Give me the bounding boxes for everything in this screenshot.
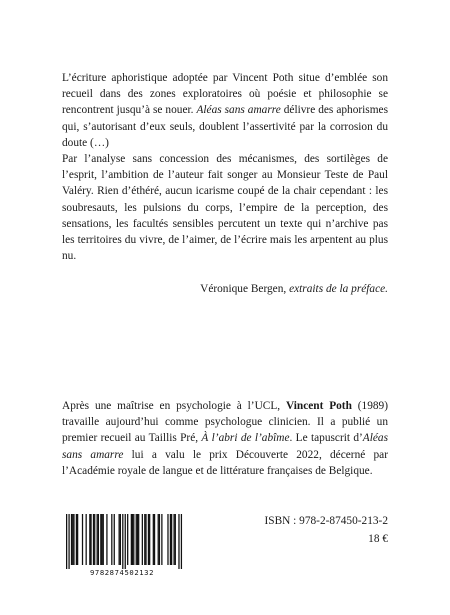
barcode-bar — [167, 514, 168, 565]
barcode-bar — [71, 514, 72, 565]
barcode-graphic — [60, 513, 184, 577]
barcode-bar — [138, 514, 139, 565]
barcode-bar — [175, 514, 176, 565]
barcode-bar — [120, 514, 121, 565]
barcode-bar — [125, 514, 126, 569]
barcode-bar — [145, 514, 146, 565]
barcode-bars — [66, 514, 182, 569]
barcode-bar — [149, 514, 150, 565]
barcode-bar — [161, 514, 162, 565]
barcode-bar — [90, 514, 91, 565]
preface-paragraph-1 — [62, 70, 388, 151]
book-title: Aléas sans amarre — [196, 104, 281, 117]
signature-source: extraits de la préface. — [289, 283, 388, 295]
barcode-bar — [101, 514, 102, 565]
barcode-bar — [89, 514, 90, 565]
barcode-bar — [106, 514, 107, 565]
barcode-bar — [86, 514, 87, 565]
barcode-bar — [119, 514, 120, 565]
preface-signature — [62, 281, 388, 297]
barcode-bar — [103, 514, 104, 565]
author-bio — [62, 398, 388, 479]
barcode-bar — [94, 514, 95, 565]
barcode-bar — [178, 514, 179, 569]
barcode — [60, 513, 184, 577]
bio-text: (1989) travaille aujourd’hui comme psychologue clinicien. Il a publié un premier recueil au Taillis Pré, — [62, 400, 388, 445]
barcode-bar — [154, 514, 155, 565]
isbn: ISBN : 978-2-87450-213-2 — [264, 515, 388, 527]
signature-name: Véronique Bergen, — [200, 283, 290, 295]
barcode-bar — [68, 514, 69, 569]
barcode-bar — [77, 514, 78, 565]
preface-excerpt — [62, 70, 388, 264]
book-title: Aléas sans amarre — [62, 432, 388, 461]
price: 18 € — [368, 533, 388, 545]
bio-text: lui a valu le prix Découverte 2022, décerné par l’Académie royale de langue et de littérature françaises de Belgique. — [62, 448, 388, 477]
barcode-bar — [73, 514, 74, 565]
barcode-bar — [136, 514, 137, 565]
barcode-bar — [170, 514, 171, 565]
barcode-digits: 9782874502132 — [89, 568, 155, 577]
preface-text: L’écriture aphoristique adoptée par Vincent Poth situe d’emblée son recueil dans des zones exploratoires où poésie et philosophie se rencontrent jusqu’à se nouer. — [62, 72, 388, 117]
bio-text: Après une maîtrise en psychologie à l’UCL, — [62, 400, 286, 412]
bio-paragraph — [62, 398, 388, 479]
barcode-bar — [132, 514, 133, 565]
barcode-bar — [93, 514, 94, 565]
barcode-bar — [158, 514, 159, 565]
barcode-bar — [127, 514, 128, 565]
barcode-bar — [142, 514, 143, 565]
preface-paragraph-2: Par l’analyse sans concession des mécanismes, des sortilèges de l’esprit, l’ambition de l’auteur fait songer au Monsieur Teste de Paul Valéry. Rien d’éthéré, aucun icarisme coupé de la chair cependant : les soubresauts, les pulsions du corps, l’empire de la perception, des sensations, les facultés sensibles percutent un texte qui n’archive pas les territoires du vivre, de l’aimer, de l’écrire mais les arpentent au plus nu. — [62, 153, 388, 263]
barcode-bar — [181, 514, 182, 569]
first-book-title: À l’abri de l’abîme — [201, 432, 290, 445]
barcode-bar — [76, 514, 77, 565]
barcode-bar — [66, 514, 67, 569]
barcode-bar — [133, 514, 134, 565]
barcode-bar — [148, 514, 149, 565]
barcode-bar — [98, 514, 99, 565]
barcode-bar — [131, 514, 132, 565]
barcode-bar — [173, 514, 174, 565]
barcode-bar — [144, 514, 145, 565]
barcode-bar — [159, 514, 160, 565]
barcode-bar — [82, 514, 83, 565]
barcode-bar — [122, 514, 123, 569]
barcode-bar — [137, 514, 138, 565]
barcode-bar — [171, 514, 172, 565]
bio-text: . Le tapuscrit d’ — [289, 432, 363, 445]
barcode-bar — [111, 514, 112, 565]
preface-text: délivre des aphorismes qui, s’autorisant d’eux seuls, doublent l’assertivité par la corrosion du doute (…) — [62, 104, 388, 149]
barcode-bar — [100, 514, 101, 565]
barcode-bar — [153, 514, 154, 565]
barcode-bar — [114, 514, 115, 565]
barcode-bar — [97, 514, 98, 565]
barcode-bar — [72, 514, 73, 565]
author-name: Vincent Poth — [285, 400, 352, 412]
